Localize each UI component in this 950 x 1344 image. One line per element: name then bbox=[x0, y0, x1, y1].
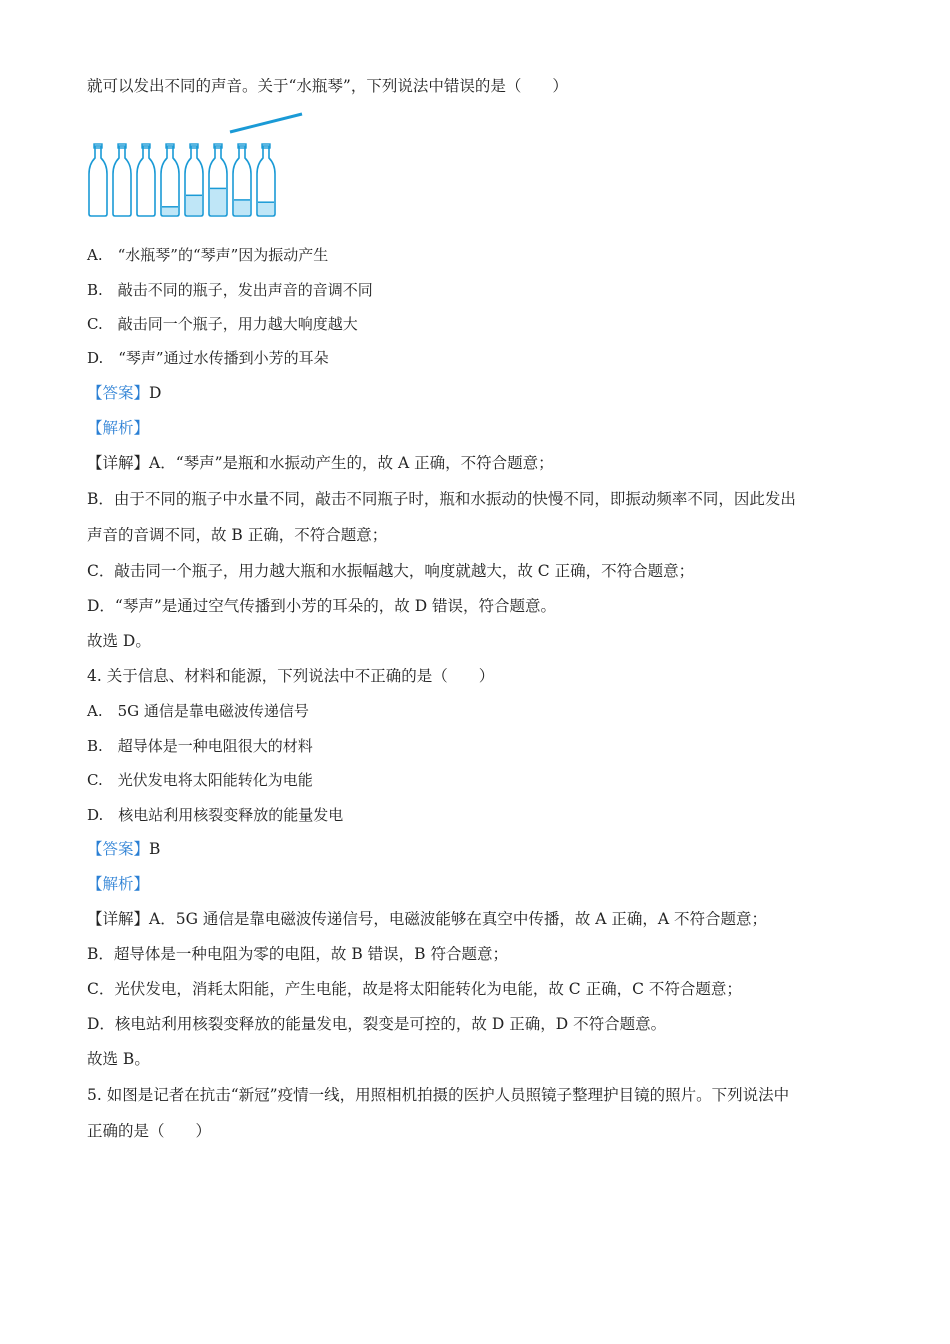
answer-tag: 【答案】 bbox=[87, 840, 150, 858]
q4-option-c: C. 光伏发电将太阳能转化为电能 bbox=[87, 771, 313, 789]
q3-option-d: D. “琴声”通过水传播到小芳的耳朵 bbox=[87, 349, 329, 367]
q3-detail-1 bbox=[87, 453, 554, 473]
bottle-5 bbox=[185, 144, 203, 216]
detail-text: A．“琴声”是瓶和水振动产生的，故 A 正确，不符合题意； bbox=[149, 454, 554, 472]
bottle-outline bbox=[89, 146, 107, 216]
detail-tag: 【详解】 bbox=[87, 910, 150, 928]
bottle-3 bbox=[137, 144, 155, 216]
bottle-water bbox=[258, 202, 274, 215]
detail-tag: 【详解】 bbox=[87, 454, 150, 472]
q3-detail-5: D．“琴声”是通过空气传播到小芳的耳朵的，故 D 错误，符合题意。 bbox=[87, 597, 557, 615]
q4-detail-1 bbox=[87, 909, 767, 929]
bottle-outline bbox=[137, 146, 155, 216]
bottle-6 bbox=[209, 144, 227, 216]
q4-detail-2: B．超导体是一种电阻为零的电阻，故 B 错误，B 符合题意； bbox=[87, 945, 508, 963]
q3-stem-tail: 就可以发出不同的声音。关于“水瓶琴”，下列说法中错误的是（ ） bbox=[87, 77, 568, 95]
q4-detail-3: C．光伏发电，消耗太阳能，产生电能，故是将太阳能转化为电能，故 C 正确，C 不符合题意； bbox=[87, 980, 742, 998]
bottle-svg bbox=[85, 110, 305, 222]
bottle-8 bbox=[257, 144, 275, 216]
q3-detail-3: 声音的音调不同，故 B 正确，不符合题意； bbox=[87, 526, 388, 544]
detail-text: A．5G 通信是靠电磁波传递信号，电磁波能够在真空中传播，故 A 正确，A 不符合题意； bbox=[149, 910, 768, 928]
bottle-water bbox=[186, 195, 202, 215]
q4-option-b: B. 超导体是一种电阻很大的材料 bbox=[87, 737, 313, 755]
q5-stem-2: 正确的是（ ） bbox=[87, 1122, 212, 1140]
q3-detail-4: C．敲击同一个瓶子，用力越大瓶和水振幅越大，响度就越大，故 C 正确，不符合题意； bbox=[87, 562, 695, 580]
q4-detail-4: D．核电站利用核裂变释放的能量发电，裂变是可控的，故 D 正确，D 不符合题意。 bbox=[87, 1015, 667, 1033]
q3-answer bbox=[87, 383, 161, 403]
q4-stem: 4. 关于信息、材料和能源，下列说法中不正确的是（ ） bbox=[87, 667, 495, 685]
bottle-4 bbox=[161, 144, 179, 216]
bottle-water bbox=[162, 207, 178, 215]
q3-conclusion: 故选 D。 bbox=[87, 632, 151, 650]
q3-detail-2: B．由于不同的瓶子中水量不同，敲击不同瓶子时，瓶和水振动的快慢不同，即振动频率不同，因此发出 bbox=[87, 490, 796, 508]
striker-stick bbox=[230, 114, 302, 132]
answer-value: B bbox=[149, 840, 161, 858]
q3-option-c: C. 敲击同一个瓶子，用力越大响度越大 bbox=[87, 315, 358, 333]
answer-value: D bbox=[149, 384, 162, 402]
q4-conclusion: 故选 B。 bbox=[87, 1050, 150, 1068]
q4-analysis-tag: 【解析】 bbox=[87, 875, 150, 893]
answer-tag: 【答案】 bbox=[87, 384, 150, 402]
bottle-7 bbox=[233, 144, 251, 216]
q5-stem-1: 5. 如图是记者在抗击“新冠”疫情一线，用照相机拍摄的医护人员照镜子整理护目镜的照片。下列说法中 bbox=[87, 1086, 790, 1104]
bottle-1 bbox=[89, 144, 107, 216]
bottle-outline bbox=[161, 146, 179, 216]
bottle-water bbox=[234, 200, 250, 215]
q3-option-a: A. “水瓶琴”的“琴声”因为振动产生 bbox=[87, 246, 329, 264]
bottle-2 bbox=[113, 144, 131, 216]
q4-option-a: A. 5G 通信是靠电磁波传递信号 bbox=[87, 702, 309, 720]
bottle-water bbox=[210, 188, 226, 215]
q3-option-b: B. 敲击不同的瓶子，发出声音的音调不同 bbox=[87, 281, 373, 299]
q4-option-d: D. 核电站利用核裂变释放的能量发电 bbox=[87, 806, 344, 824]
q3-analysis-tag: 【解析】 bbox=[87, 419, 150, 437]
bottle-outline bbox=[113, 146, 131, 216]
water-bottle-figure bbox=[85, 110, 305, 226]
q4-answer bbox=[87, 839, 160, 859]
